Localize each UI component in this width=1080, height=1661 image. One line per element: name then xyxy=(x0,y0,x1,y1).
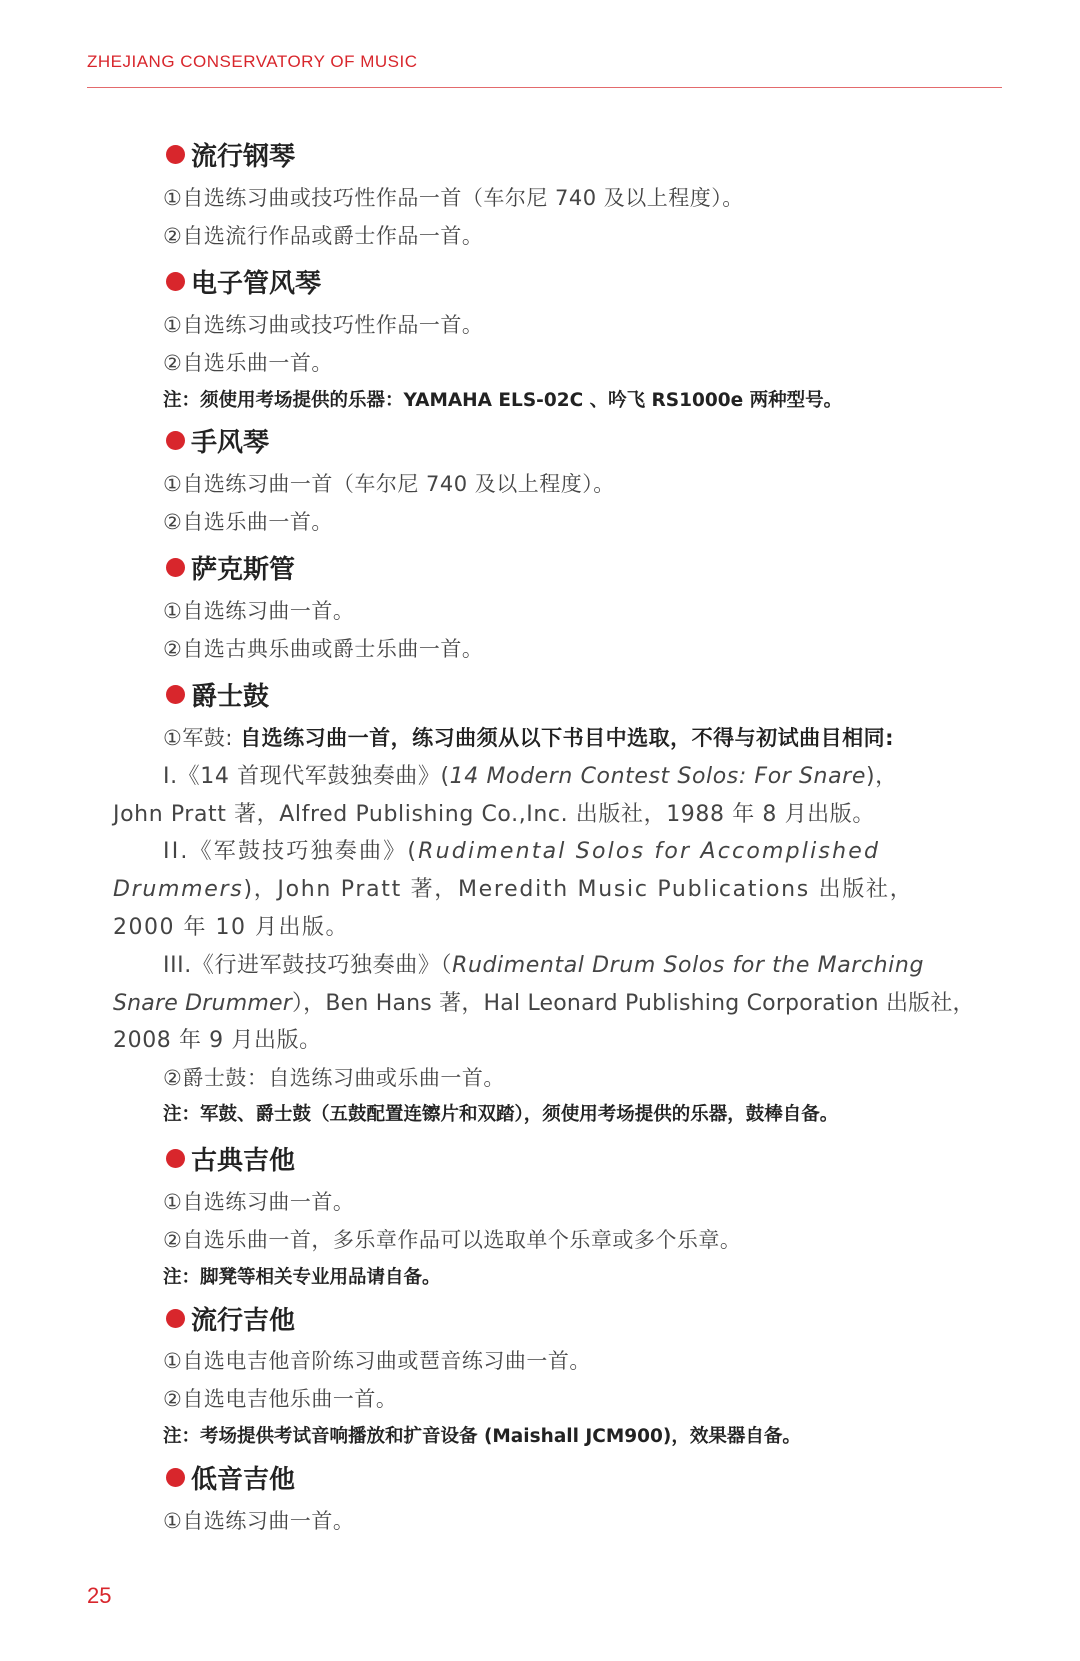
ref-title-italic: Drummers xyxy=(113,877,244,902)
reference-line xyxy=(113,986,975,1017)
reference-line xyxy=(163,948,924,979)
section-heading-saxophone xyxy=(166,550,295,584)
reference-line xyxy=(163,834,880,865)
list-item: ②爵士鼓：自选练习曲或乐曲一首。 xyxy=(163,1066,505,1090)
note: 注：脚凳等相关专业用品请自备。 xyxy=(163,1267,441,1288)
red-bullet-icon xyxy=(166,1149,185,1168)
list-item: ①自选练习曲或技巧性作品一首（车尔尼 740 及以上程度）。 xyxy=(163,186,744,210)
note: 注：考场提供考试音响播放和扩音设备 (Maishall JCM900)，效果器自备。 xyxy=(163,1426,801,1447)
ref-title-italic: Snare Drummer xyxy=(113,991,292,1016)
item-bold-text: 自选练习曲一首，练习曲须从以下书目中选取，不得与初试曲目相同: xyxy=(240,726,894,750)
ref-text: I.《14 首现代军鼓独奏曲》( xyxy=(163,764,450,789)
ref-title-italic: 14 Modern Contest Solos: For Snare xyxy=(449,764,866,789)
header-divider xyxy=(87,87,1002,88)
reference-line: 2000 年 10 月出版。 xyxy=(113,915,349,940)
red-bullet-icon xyxy=(166,145,185,164)
list-item: ②自选乐曲一首。 xyxy=(163,510,333,534)
section-heading-pop-piano xyxy=(166,137,295,171)
section-title: 流行钢琴 xyxy=(191,141,296,172)
list-item: ②自选乐曲一首。 xyxy=(163,351,333,375)
section-heading-electone xyxy=(166,264,321,298)
reference-line xyxy=(163,759,898,790)
list-item: ①自选练习曲一首。 xyxy=(163,1509,355,1533)
section-title: 流行吉他 xyxy=(191,1305,296,1336)
list-item xyxy=(163,722,894,752)
red-bullet-icon xyxy=(166,272,185,291)
list-item: ②自选古典乐曲或爵士乐曲一首。 xyxy=(163,637,484,661)
red-bullet-icon xyxy=(166,685,185,704)
ref-text: II.《军鼓技巧独奏曲》( xyxy=(163,839,419,864)
section-title: 古典吉他 xyxy=(191,1145,296,1176)
page-number: 25 xyxy=(87,1583,112,1608)
list-item: ①自选练习曲一首（车尔尼 740 及以上程度）。 xyxy=(163,472,615,496)
section-heading-classical-guitar xyxy=(166,1141,295,1175)
item-prefix: ①军鼓: xyxy=(163,726,241,750)
reference-line: 2008 年 9 月出版。 xyxy=(113,1028,322,1053)
section-title: 手风琴 xyxy=(191,427,270,458)
section-title: 萨克斯管 xyxy=(191,554,296,585)
list-item: ①自选练习曲一首。 xyxy=(163,1190,355,1214)
ref-title-italic: Rudimental Drum Solos for the Marching xyxy=(452,953,925,978)
note: 注：须使用考场提供的乐器：YAMAHA ELS-02C 、吟飞 RS1000e 两种型号。 xyxy=(163,390,843,411)
section-heading-pop-guitar xyxy=(166,1301,295,1335)
header-title: ZHEJIANG CONSERVATORY OF MUSIC xyxy=(87,52,418,71)
reference-line: John Pratt 著，Alfred Publishing Co.,Inc. 出版社，1988 年 8 月出版。 xyxy=(113,802,875,827)
red-bullet-icon xyxy=(166,431,185,450)
ref-text: )，John Pratt 著，Meredith Music Publications 出版社， xyxy=(243,877,914,902)
red-bullet-icon xyxy=(166,1309,185,1328)
list-item: ①自选电吉他音阶练习曲或琶音练习曲一首。 xyxy=(163,1349,591,1373)
ref-text: )， xyxy=(865,764,898,789)
section-heading-bass-guitar xyxy=(166,1460,295,1494)
ref-text: III.《行进军鼓技巧独奏曲》（ xyxy=(163,953,453,978)
section-title: 爵士鼓 xyxy=(191,681,270,712)
red-bullet-icon xyxy=(166,1468,185,1487)
list-item: ①自选练习曲或技巧性作品一首。 xyxy=(163,313,484,337)
list-item: ①自选练习曲一首。 xyxy=(163,599,355,623)
list-item: ②自选电吉他乐曲一首。 xyxy=(163,1387,398,1411)
note: 注：军鼓、爵士鼓（五鼓配置连镲片和双踏），须使用考场提供的乐器，鼓棒自备。 xyxy=(163,1104,839,1125)
section-heading-jazz-drum xyxy=(166,677,269,711)
ref-title-italic: Rudimental Solos for Accomplished xyxy=(418,839,881,864)
section-title: 低音吉他 xyxy=(191,1464,296,1495)
red-bullet-icon xyxy=(166,558,185,577)
list-item: ②自选乐曲一首，多乐章作品可以选取单个乐章或多个乐章。 xyxy=(163,1228,742,1252)
reference-line xyxy=(113,872,913,903)
ref-text: ），Ben Hans 著，Hal Leonard Publishing Corporation 出版社， xyxy=(291,991,975,1016)
section-heading-accordion xyxy=(166,423,269,457)
section-title: 电子管风琴 xyxy=(191,268,322,299)
list-item: ②自选流行作品或爵士作品一首。 xyxy=(163,224,484,248)
